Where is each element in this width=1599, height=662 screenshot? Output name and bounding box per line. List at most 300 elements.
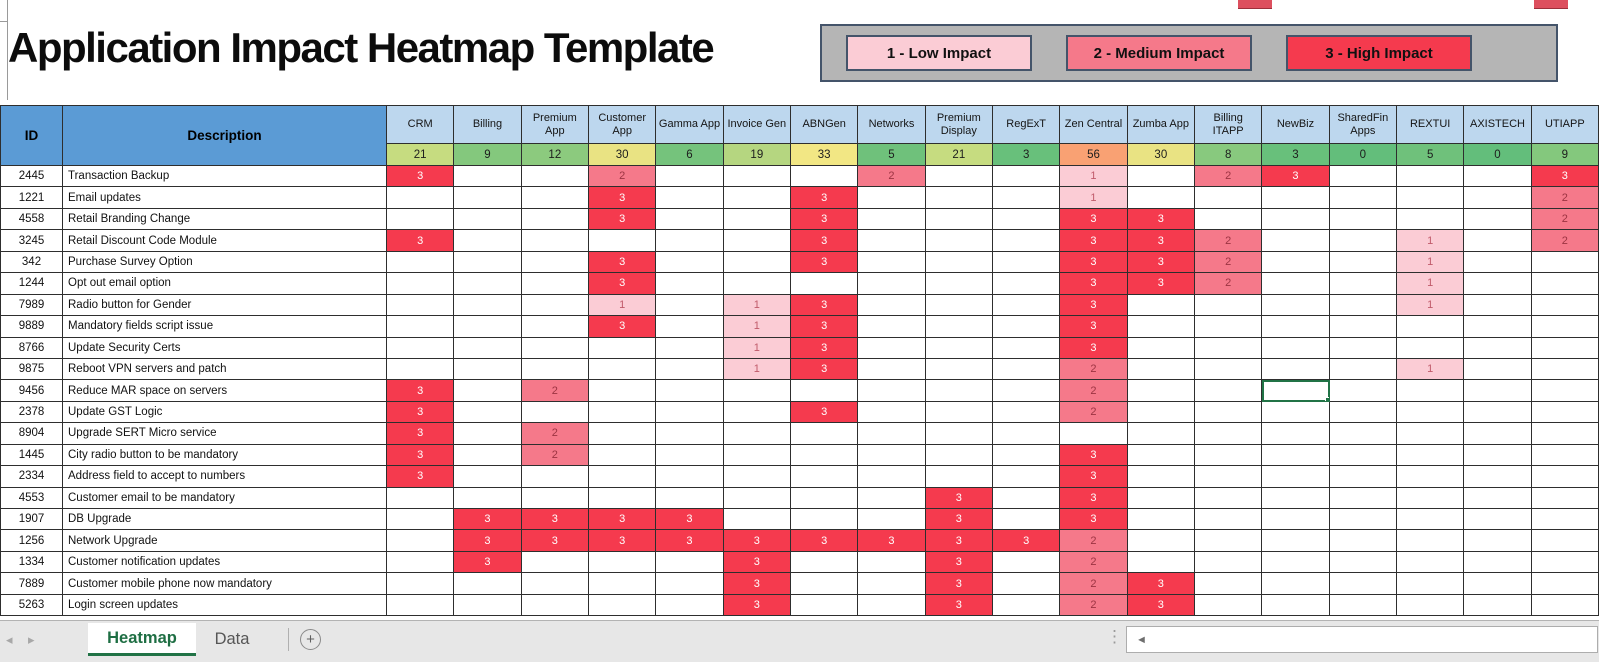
row-description-cell[interactable]: Retail Discount Code Module: [63, 230, 387, 251]
impact-cell-networks[interactable]: [858, 209, 925, 230]
impact-cell-customer-app[interactable]: [589, 380, 656, 401]
impact-cell-premium-display[interactable]: [926, 230, 993, 251]
impact-cell-billing[interactable]: [454, 230, 521, 251]
column-header-regext[interactable]: RegExT: [993, 106, 1060, 144]
impact-cell-crm[interactable]: [387, 359, 454, 380]
impact-cell-abngen[interactable]: [791, 552, 858, 573]
impact-cell-abngen[interactable]: [791, 466, 858, 487]
impact-cell-networks[interactable]: [858, 230, 925, 251]
impact-cell-sharedfin-apps[interactable]: [1330, 530, 1397, 551]
impact-cell-billing-itapp[interactable]: [1195, 595, 1262, 616]
column-header-axistech[interactable]: AXISTECH: [1464, 106, 1531, 144]
impact-cell-axistech[interactable]: [1464, 295, 1531, 316]
impact-cell-abngen[interactable]: [791, 166, 858, 187]
impact-cell-billing[interactable]: [454, 338, 521, 359]
impact-cell-crm[interactable]: 3: [387, 466, 454, 487]
impact-cell-zen-central[interactable]: 1: [1060, 187, 1127, 208]
impact-cell-crm[interactable]: [387, 295, 454, 316]
impact-cell-utiapp[interactable]: [1532, 509, 1599, 530]
impact-cell-axistech[interactable]: [1464, 423, 1531, 444]
impact-cell-premium-display[interactable]: [926, 380, 993, 401]
column-count-customer-app[interactable]: 30: [589, 144, 656, 166]
row-id-cell[interactable]: 5263: [1, 595, 63, 616]
impact-cell-newbiz[interactable]: [1262, 338, 1329, 359]
scroll-left-icon[interactable]: ◄: [1136, 633, 1147, 646]
impact-cell-gamma-app[interactable]: [656, 423, 723, 444]
impact-cell-zumba-app[interactable]: [1128, 316, 1195, 337]
impact-cell-customer-app[interactable]: [589, 488, 656, 509]
impact-cell-zen-central[interactable]: 3: [1060, 445, 1127, 466]
tabbar-resize-dots-icon[interactable]: ⋮: [1106, 627, 1123, 646]
impact-cell-abngen[interactable]: 3: [791, 252, 858, 273]
row-description-cell[interactable]: DB Upgrade: [63, 509, 387, 530]
selected-cell[interactable]: [1262, 380, 1329, 401]
impact-cell-premium-app[interactable]: 2: [522, 380, 589, 401]
impact-cell-zumba-app[interactable]: 3: [1128, 273, 1195, 294]
impact-cell-regext[interactable]: [993, 338, 1060, 359]
impact-cell-customer-app[interactable]: 3: [589, 509, 656, 530]
impact-cell-invoice-gen[interactable]: 1: [724, 316, 791, 337]
impact-cell-invoice-gen[interactable]: 1: [724, 295, 791, 316]
impact-cell-zumba-app[interactable]: [1128, 466, 1195, 487]
impact-cell-crm[interactable]: [387, 595, 454, 616]
impact-cell-billing-itapp[interactable]: [1195, 316, 1262, 337]
impact-cell-utiapp[interactable]: 2: [1532, 230, 1599, 251]
impact-cell-utiapp[interactable]: [1532, 423, 1599, 444]
impact-cell-crm[interactable]: [387, 209, 454, 230]
row-description-cell[interactable]: Network Upgrade: [63, 530, 387, 551]
impact-cell-rextui[interactable]: [1397, 488, 1464, 509]
impact-cell-networks[interactable]: [858, 316, 925, 337]
impact-cell-zen-central[interactable]: 3: [1060, 295, 1127, 316]
column-header-premium-display[interactable]: Premium Display: [926, 106, 993, 144]
impact-cell-billing[interactable]: [454, 488, 521, 509]
impact-cell-billing[interactable]: [454, 380, 521, 401]
impact-cell-zumba-app[interactable]: [1128, 530, 1195, 551]
impact-cell-abngen[interactable]: 3: [791, 316, 858, 337]
impact-cell-sharedfin-apps[interactable]: [1330, 509, 1397, 530]
impact-cell-zumba-app[interactable]: [1128, 488, 1195, 509]
column-count-crm[interactable]: 21: [387, 144, 454, 166]
impact-cell-sharedfin-apps[interactable]: [1330, 552, 1397, 573]
impact-cell-premium-app[interactable]: [522, 338, 589, 359]
impact-cell-sharedfin-apps[interactable]: [1330, 338, 1397, 359]
impact-cell-gamma-app[interactable]: [656, 402, 723, 423]
row-description-cell[interactable]: Customer mobile phone now mandatory: [63, 573, 387, 594]
impact-cell-networks[interactable]: [858, 338, 925, 359]
impact-cell-abngen[interactable]: 3: [791, 187, 858, 208]
impact-cell-regext[interactable]: [993, 359, 1060, 380]
impact-cell-axistech[interactable]: [1464, 573, 1531, 594]
impact-cell-zumba-app[interactable]: [1128, 359, 1195, 380]
impact-cell-billing[interactable]: [454, 166, 521, 187]
impact-cell-newbiz[interactable]: [1262, 530, 1329, 551]
row-description-cell[interactable]: Retail Branding Change: [63, 209, 387, 230]
impact-cell-rextui[interactable]: [1397, 595, 1464, 616]
row-id-cell[interactable]: 9875: [1, 359, 63, 380]
impact-cell-rextui[interactable]: [1397, 552, 1464, 573]
impact-cell-sharedfin-apps[interactable]: [1330, 595, 1397, 616]
impact-cell-premium-display[interactable]: [926, 402, 993, 423]
impact-cell-zumba-app[interactable]: [1128, 445, 1195, 466]
impact-cell-rextui[interactable]: 1: [1397, 252, 1464, 273]
impact-cell-invoice-gen[interactable]: [724, 273, 791, 294]
impact-cell-utiapp[interactable]: [1532, 530, 1599, 551]
row-id-cell[interactable]: 8766: [1, 338, 63, 359]
impact-cell-networks[interactable]: [858, 295, 925, 316]
impact-cell-crm[interactable]: 3: [387, 380, 454, 401]
impact-cell-billing[interactable]: [454, 316, 521, 337]
impact-cell-crm[interactable]: [387, 252, 454, 273]
impact-cell-abngen[interactable]: [791, 595, 858, 616]
impact-cell-premium-display[interactable]: 3: [926, 488, 993, 509]
impact-cell-sharedfin-apps[interactable]: [1330, 402, 1397, 423]
impact-cell-regext[interactable]: [993, 573, 1060, 594]
impact-cell-billing[interactable]: [454, 187, 521, 208]
impact-cell-regext[interactable]: [993, 295, 1060, 316]
impact-cell-zen-central[interactable]: 3: [1060, 509, 1127, 530]
impact-cell-newbiz[interactable]: [1262, 230, 1329, 251]
impact-cell-invoice-gen[interactable]: [724, 187, 791, 208]
impact-cell-billing-itapp[interactable]: [1195, 573, 1262, 594]
impact-cell-rextui[interactable]: 1: [1397, 273, 1464, 294]
impact-cell-newbiz[interactable]: [1262, 552, 1329, 573]
impact-cell-axistech[interactable]: [1464, 509, 1531, 530]
impact-cell-utiapp[interactable]: 2: [1532, 187, 1599, 208]
impact-cell-networks[interactable]: [858, 187, 925, 208]
column-count-billing-itapp[interactable]: 8: [1195, 144, 1262, 166]
impact-cell-crm[interactable]: [387, 573, 454, 594]
impact-cell-premium-display[interactable]: 3: [926, 509, 993, 530]
impact-cell-billing-itapp[interactable]: [1195, 187, 1262, 208]
impact-cell-billing[interactable]: [454, 595, 521, 616]
impact-cell-invoice-gen[interactable]: [724, 509, 791, 530]
impact-cell-sharedfin-apps[interactable]: [1330, 488, 1397, 509]
impact-cell-premium-app[interactable]: [522, 359, 589, 380]
impact-cell-rextui[interactable]: [1397, 187, 1464, 208]
impact-cell-sharedfin-apps[interactable]: [1330, 466, 1397, 487]
impact-cell-customer-app[interactable]: [589, 338, 656, 359]
impact-cell-invoice-gen[interactable]: 3: [724, 552, 791, 573]
impact-cell-billing[interactable]: [454, 445, 521, 466]
impact-cell-billing-itapp[interactable]: 2: [1195, 230, 1262, 251]
column-count-networks[interactable]: 5: [858, 144, 925, 166]
impact-cell-newbiz[interactable]: [1262, 273, 1329, 294]
impact-cell-newbiz[interactable]: [1262, 595, 1329, 616]
impact-cell-zumba-app[interactable]: [1128, 423, 1195, 444]
column-header-billing-itapp[interactable]: Billing ITAPP: [1195, 106, 1262, 144]
impact-cell-premium-app[interactable]: [522, 230, 589, 251]
impact-cell-abngen[interactable]: [791, 509, 858, 530]
impact-cell-networks[interactable]: [858, 509, 925, 530]
row-id-cell[interactable]: 2334: [1, 466, 63, 487]
impact-cell-regext[interactable]: [993, 166, 1060, 187]
impact-cell-sharedfin-apps[interactable]: [1330, 423, 1397, 444]
impact-cell-premium-app[interactable]: [522, 295, 589, 316]
column-count-sharedfin-apps[interactable]: 0: [1330, 144, 1397, 166]
impact-cell-invoice-gen[interactable]: [724, 402, 791, 423]
impact-cell-premium-app[interactable]: [522, 402, 589, 423]
impact-cell-billing[interactable]: 3: [454, 552, 521, 573]
column-header-premium-app[interactable]: Premium App: [522, 106, 589, 144]
row-description-cell[interactable]: Reduce MAR space on servers: [63, 380, 387, 401]
impact-cell-billing-itapp[interactable]: [1195, 466, 1262, 487]
column-header-newbiz[interactable]: NewBiz: [1262, 106, 1329, 144]
impact-cell-billing[interactable]: [454, 359, 521, 380]
impact-cell-customer-app[interactable]: 3: [589, 316, 656, 337]
impact-cell-rextui[interactable]: 1: [1397, 295, 1464, 316]
impact-cell-crm[interactable]: [387, 316, 454, 337]
impact-cell-billing-itapp[interactable]: [1195, 509, 1262, 530]
impact-cell-sharedfin-apps[interactable]: [1330, 230, 1397, 251]
impact-cell-customer-app[interactable]: [589, 573, 656, 594]
impact-cell-zen-central[interactable]: 2: [1060, 552, 1127, 573]
impact-cell-regext[interactable]: [993, 466, 1060, 487]
impact-cell-billing[interactable]: [454, 466, 521, 487]
impact-cell-regext[interactable]: [993, 423, 1060, 444]
column-count-billing[interactable]: 9: [454, 144, 521, 166]
impact-cell-invoice-gen[interactable]: [724, 488, 791, 509]
row-description-cell[interactable]: Radio button for Gender: [63, 295, 387, 316]
row-description-cell[interactable]: Purchase Survey Option: [63, 252, 387, 273]
column-header-utiapp[interactable]: UTIAPP: [1532, 106, 1599, 144]
impact-cell-invoice-gen[interactable]: [724, 466, 791, 487]
impact-cell-gamma-app[interactable]: [656, 359, 723, 380]
impact-cell-premium-display[interactable]: [926, 359, 993, 380]
impact-cell-axistech[interactable]: [1464, 273, 1531, 294]
impact-cell-zen-central[interactable]: 3: [1060, 338, 1127, 359]
column-header-customer-app[interactable]: Customer App: [589, 106, 656, 144]
sheet-nav-left-icon[interactable]: ◂: [6, 632, 13, 647]
impact-cell-premium-app[interactable]: 2: [522, 423, 589, 444]
impact-cell-zen-central[interactable]: 3: [1060, 316, 1127, 337]
impact-cell-utiapp[interactable]: [1532, 359, 1599, 380]
impact-cell-gamma-app[interactable]: [656, 466, 723, 487]
column-count-newbiz[interactable]: 3: [1262, 144, 1329, 166]
impact-cell-zumba-app[interactable]: 3: [1128, 209, 1195, 230]
impact-cell-sharedfin-apps[interactable]: [1330, 273, 1397, 294]
impact-cell-networks[interactable]: 3: [858, 530, 925, 551]
impact-cell-crm[interactable]: 3: [387, 402, 454, 423]
impact-cell-billing-itapp[interactable]: [1195, 445, 1262, 466]
impact-cell-zen-central[interactable]: 2: [1060, 573, 1127, 594]
impact-cell-invoice-gen[interactable]: 1: [724, 338, 791, 359]
impact-cell-billing[interactable]: 3: [454, 530, 521, 551]
column-header-zumba-app[interactable]: Zumba App: [1128, 106, 1195, 144]
impact-cell-regext[interactable]: [993, 252, 1060, 273]
column-header-gamma-app[interactable]: Gamma App: [656, 106, 723, 144]
impact-cell-gamma-app[interactable]: [656, 552, 723, 573]
row-description-cell[interactable]: Email updates: [63, 187, 387, 208]
column-count-axistech[interactable]: 0: [1464, 144, 1531, 166]
impact-cell-invoice-gen[interactable]: [724, 252, 791, 273]
impact-cell-zumba-app[interactable]: 3: [1128, 573, 1195, 594]
impact-cell-sharedfin-apps[interactable]: [1330, 209, 1397, 230]
impact-cell-networks[interactable]: [858, 552, 925, 573]
impact-cell-abngen[interactable]: 3: [791, 359, 858, 380]
impact-cell-abngen[interactable]: [791, 380, 858, 401]
row-id-cell[interactable]: 1256: [1, 530, 63, 551]
impact-cell-sharedfin-apps[interactable]: [1330, 187, 1397, 208]
impact-cell-sharedfin-apps[interactable]: [1330, 445, 1397, 466]
impact-cell-zumba-app[interactable]: 3: [1128, 252, 1195, 273]
impact-cell-gamma-app[interactable]: [656, 252, 723, 273]
impact-cell-sharedfin-apps[interactable]: [1330, 380, 1397, 401]
impact-cell-networks[interactable]: [858, 380, 925, 401]
impact-cell-regext[interactable]: [993, 552, 1060, 573]
impact-cell-axistech[interactable]: [1464, 488, 1531, 509]
impact-cell-newbiz[interactable]: [1262, 209, 1329, 230]
row-id-cell[interactable]: 1334: [1, 552, 63, 573]
impact-cell-billing-itapp[interactable]: [1195, 402, 1262, 423]
impact-cell-customer-app[interactable]: [589, 359, 656, 380]
impact-cell-premium-app[interactable]: [522, 187, 589, 208]
impact-cell-premium-display[interactable]: [926, 295, 993, 316]
impact-cell-utiapp[interactable]: [1532, 488, 1599, 509]
impact-cell-axistech[interactable]: [1464, 209, 1531, 230]
impact-cell-utiapp[interactable]: [1532, 573, 1599, 594]
impact-cell-gamma-app[interactable]: 3: [656, 530, 723, 551]
impact-cell-billing-itapp[interactable]: [1195, 359, 1262, 380]
impact-cell-premium-app[interactable]: [522, 273, 589, 294]
row-id-cell[interactable]: 1244: [1, 273, 63, 294]
impact-cell-zumba-app[interactable]: [1128, 187, 1195, 208]
impact-cell-billing[interactable]: [454, 295, 521, 316]
impact-cell-premium-display[interactable]: [926, 445, 993, 466]
impact-cell-regext[interactable]: [993, 402, 1060, 423]
column-header-abngen[interactable]: ABNGen: [791, 106, 858, 144]
impact-cell-billing[interactable]: [454, 273, 521, 294]
impact-cell-axistech[interactable]: [1464, 595, 1531, 616]
impact-cell-premium-app[interactable]: [522, 316, 589, 337]
impact-cell-rextui[interactable]: [1397, 445, 1464, 466]
impact-cell-premium-display[interactable]: [926, 209, 993, 230]
row-id-cell[interactable]: 8904: [1, 423, 63, 444]
impact-cell-axistech[interactable]: [1464, 338, 1531, 359]
impact-cell-utiapp[interactable]: [1532, 466, 1599, 487]
row-description-cell[interactable]: Update Security Certs: [63, 338, 387, 359]
impact-cell-utiapp[interactable]: 3: [1532, 166, 1599, 187]
impact-cell-zen-central[interactable]: 2: [1060, 359, 1127, 380]
row-description-cell[interactable]: Login screen updates: [63, 595, 387, 616]
column-header-networks[interactable]: Networks: [858, 106, 925, 144]
impact-cell-newbiz[interactable]: [1262, 295, 1329, 316]
impact-cell-zumba-app[interactable]: [1128, 295, 1195, 316]
impact-cell-newbiz[interactable]: [1262, 488, 1329, 509]
row-id-cell[interactable]: 4553: [1, 488, 63, 509]
row-id-cell[interactable]: 342: [1, 252, 63, 273]
row-id-cell[interactable]: 2445: [1, 166, 63, 187]
impact-cell-premium-display[interactable]: [926, 252, 993, 273]
impact-cell-zen-central[interactable]: 3: [1060, 230, 1127, 251]
impact-cell-zen-central[interactable]: 3: [1060, 252, 1127, 273]
impact-cell-newbiz[interactable]: [1262, 252, 1329, 273]
impact-cell-utiapp[interactable]: [1532, 445, 1599, 466]
column-count-abngen[interactable]: 33: [791, 144, 858, 166]
impact-cell-newbiz[interactable]: [1262, 402, 1329, 423]
impact-cell-billing[interactable]: [454, 573, 521, 594]
impact-cell-premium-app[interactable]: [522, 252, 589, 273]
impact-cell-zen-central[interactable]: 3: [1060, 273, 1127, 294]
column-count-premium-display[interactable]: 21: [926, 144, 993, 166]
impact-cell-newbiz[interactable]: [1262, 316, 1329, 337]
impact-cell-rextui[interactable]: [1397, 209, 1464, 230]
impact-cell-billing-itapp[interactable]: 2: [1195, 252, 1262, 273]
impact-cell-invoice-gen[interactable]: [724, 380, 791, 401]
impact-cell-premium-display[interactable]: [926, 273, 993, 294]
impact-cell-utiapp[interactable]: [1532, 252, 1599, 273]
impact-cell-gamma-app[interactable]: [656, 338, 723, 359]
impact-cell-regext[interactable]: [993, 380, 1060, 401]
column-count-rextui[interactable]: 5: [1397, 144, 1464, 166]
impact-cell-zen-central[interactable]: 3: [1060, 488, 1127, 509]
impact-cell-invoice-gen[interactable]: 3: [724, 530, 791, 551]
impact-cell-billing-itapp[interactable]: [1195, 530, 1262, 551]
impact-cell-networks[interactable]: [858, 466, 925, 487]
impact-cell-customer-app[interactable]: [589, 466, 656, 487]
impact-cell-zumba-app[interactable]: [1128, 166, 1195, 187]
impact-cell-zen-central[interactable]: 3: [1060, 209, 1127, 230]
impact-cell-billing-itapp[interactable]: [1195, 209, 1262, 230]
impact-cell-invoice-gen[interactable]: [724, 423, 791, 444]
impact-cell-networks[interactable]: [858, 423, 925, 444]
impact-cell-gamma-app[interactable]: [656, 316, 723, 337]
impact-cell-zumba-app[interactable]: [1128, 552, 1195, 573]
impact-cell-networks[interactable]: [858, 402, 925, 423]
impact-cell-abngen[interactable]: 3: [791, 338, 858, 359]
tab-data[interactable]: Data: [214, 630, 250, 648]
impact-cell-utiapp[interactable]: [1532, 338, 1599, 359]
row-id-cell[interactable]: 7889: [1, 573, 63, 594]
impact-cell-zumba-app[interactable]: [1128, 380, 1195, 401]
impact-cell-networks[interactable]: [858, 573, 925, 594]
impact-cell-crm[interactable]: 3: [387, 230, 454, 251]
impact-cell-axistech[interactable]: [1464, 316, 1531, 337]
impact-cell-gamma-app[interactable]: [656, 295, 723, 316]
impact-cell-premium-app[interactable]: [522, 466, 589, 487]
impact-cell-gamma-app[interactable]: [656, 573, 723, 594]
impact-cell-gamma-app[interactable]: 3: [656, 509, 723, 530]
impact-cell-abngen[interactable]: [791, 573, 858, 594]
impact-cell-premium-app[interactable]: 3: [522, 530, 589, 551]
impact-cell-networks[interactable]: [858, 595, 925, 616]
impact-cell-invoice-gen[interactable]: [724, 209, 791, 230]
impact-cell-zen-central[interactable]: 2: [1060, 595, 1127, 616]
row-id-cell[interactable]: 3245: [1, 230, 63, 251]
impact-cell-billing[interactable]: [454, 209, 521, 230]
impact-cell-utiapp[interactable]: 2: [1532, 209, 1599, 230]
impact-cell-regext[interactable]: [993, 230, 1060, 251]
impact-cell-axistech[interactable]: [1464, 230, 1531, 251]
impact-cell-sharedfin-apps[interactable]: [1330, 573, 1397, 594]
impact-cell-billing-itapp[interactable]: [1195, 295, 1262, 316]
impact-cell-premium-app[interactable]: [522, 166, 589, 187]
tab-heatmap[interactable]: Heatmap: [88, 623, 196, 656]
row-description-cell[interactable]: Customer email to be mandatory: [63, 488, 387, 509]
impact-cell-premium-app[interactable]: [522, 573, 589, 594]
impact-cell-zumba-app[interactable]: 3: [1128, 230, 1195, 251]
impact-cell-premium-display[interactable]: 3: [926, 595, 993, 616]
impact-cell-rextui[interactable]: [1397, 573, 1464, 594]
impact-cell-utiapp[interactable]: [1532, 552, 1599, 573]
impact-cell-customer-app[interactable]: 1: [589, 295, 656, 316]
impact-cell-customer-app[interactable]: [589, 445, 656, 466]
impact-cell-abngen[interactable]: [791, 273, 858, 294]
impact-cell-customer-app[interactable]: 3: [589, 209, 656, 230]
impact-cell-rextui[interactable]: [1397, 423, 1464, 444]
impact-cell-axistech[interactable]: [1464, 445, 1531, 466]
column-header-zen-central[interactable]: Zen Central: [1060, 106, 1127, 144]
